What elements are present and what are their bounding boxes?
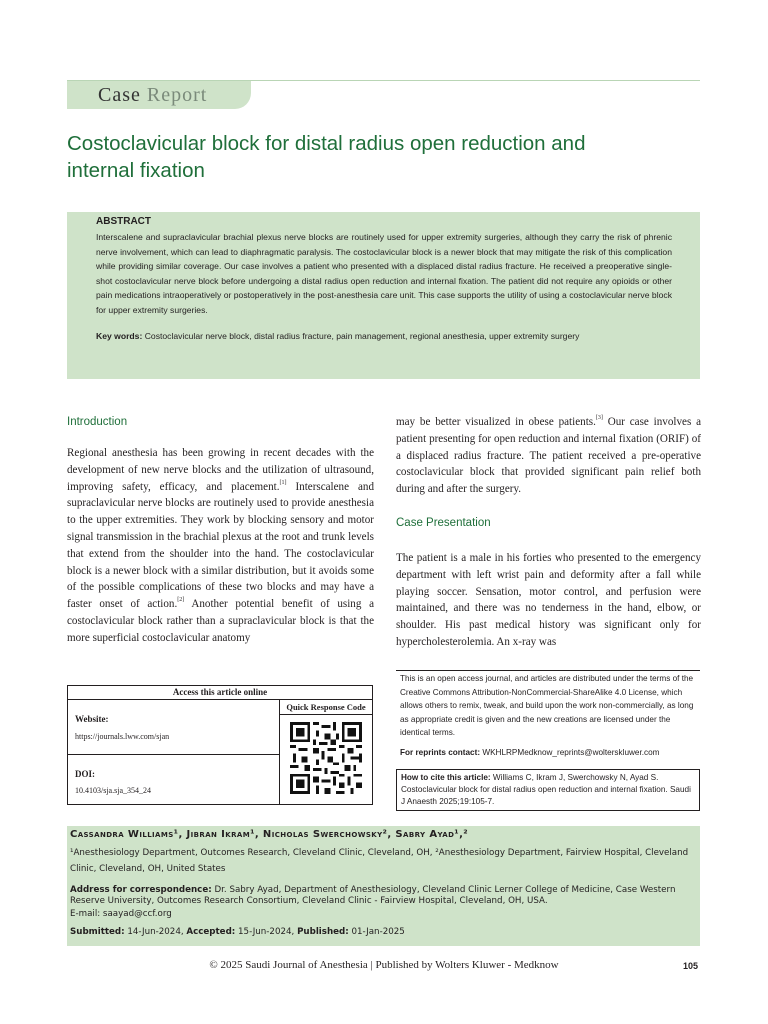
- column-left-text: [67, 445, 374, 647]
- cite-label: How to cite this article:: [401, 773, 491, 782]
- correspondence-email[interactable]: E-mail: saayad@ccf.org: [70, 908, 172, 919]
- how-to-cite-box: [396, 769, 700, 811]
- article-type-tab: [67, 81, 251, 109]
- ref-2: [2]: [177, 597, 185, 604]
- correspondence-text: Dr. Sabry Ayad, Department of Anesthesiology, Cleveland Clinic Lerner College of Medicine, Case Western Reserve University, Outcomes Research Consortium, Cleveland Clinic - Fairview Hospital, Cleveland, OH, USA.: [70, 884, 676, 906]
- intro-paragraph-part5: Our case involves a patient presenting for open reduction and internal fixation (ORIF) of a displaced radius fracture. The patient received a pre-operative costoclavicular block that provided significant pain relief both during and after the surgery.: [396, 416, 702, 496]
- case-paragraph: The patient is a male in his forties who presented to the emergency department with left wrist pain and deformity after a fall while playing soccer. Sensation, motor control, and perfusion were maintained, and there was no tenderness in the hand, elbow, or shoulder. His past medical history was significant only for hypercholesterolemia. An x-ray was: [396, 552, 701, 648]
- abstract-heading: ABSTRACT: [96, 216, 151, 227]
- journal-footer: © 2025 Saudi Journal of Anesthesia | Published by Wolters Kluwer - Medknow: [209, 959, 559, 971]
- accepted-label: Accepted:: [186, 927, 236, 937]
- article-type-second: Report: [146, 84, 208, 106]
- intro-paragraph-part2: Interscalene and supraclavicular nerve blocks are routinely used to provide anesthesia to the upper extremities. They work by blocking sensory and motor signal transmission in the brachial plexus at the root and trunk levels that extend from the shoulder into the hand. The costoclavicular block is a newer block with a similar distribution, but it avoids some of the possible complications of these two blocks and may have a faster onset of action.: [67, 480, 374, 611]
- open-access-notice: [396, 670, 700, 759]
- article-title: [67, 130, 707, 184]
- case-heading: Case Presentation: [396, 517, 491, 529]
- published-date: 01-Jan-2025: [351, 927, 405, 937]
- article-dates: [70, 926, 696, 939]
- title-line-1: Costoclavicular block for distal radius open reduction and: [67, 132, 586, 155]
- keywords: [96, 330, 672, 343]
- author-names: Cassandra Williams¹, Jibran Ikram¹, Nicholas Swerchowsky², Sabry Ayad¹,²: [70, 829, 469, 840]
- page-number: 105: [683, 961, 699, 971]
- correspondence: [70, 885, 696, 908]
- open-access-text: This is an open access journal, and articles are distributed under the terms of the Creative Commons Attribution-NonCommercial-ShareAlike 4.0 License, which allows others to remix, tweak, and build upon the work non-commercially, as long as appropriate credit is given and the new creations are licensed under the identical terms.: [400, 674, 694, 737]
- cite-text: Williams C, Ikram J, Swerchowsky N, Ayad S. Costoclavicular block for distal radius open reduction and internal fixation. Saudi J Anaesth 2025;19:105-7.: [401, 773, 691, 806]
- reprints-email[interactable]: WKHLRPMedknow_reprints@wolterskluwer.com: [482, 747, 660, 757]
- reprints-label: For reprints contact:: [400, 747, 481, 757]
- reprints-line: [400, 746, 697, 760]
- keywords-text: Costoclavicular nerve block, distal radius fracture, pain management, regional anesthesia, upper extremity surgery: [144, 330, 580, 341]
- submitted-date: 14-Jun-2024,: [127, 927, 184, 937]
- abstract-box: [67, 212, 700, 379]
- intro-paragraph-part3: Another potential benefit of using a costoclavicular block rather than a supraclavicular block is that the more superficial costoclavicular anatomy: [67, 598, 374, 644]
- correspondence-label: Address for correspondence:: [70, 884, 212, 895]
- website-link[interactable]: https://journals.lww.com/sjan: [75, 732, 170, 741]
- doi-link[interactable]: 10.4103/sja.sja_354_24: [75, 786, 151, 795]
- access-heading: Access this article online: [68, 686, 372, 700]
- qr-code-icon[interactable]: [290, 722, 362, 794]
- access-article-box: [67, 685, 373, 805]
- column-right-intro: [396, 414, 701, 498]
- website-label: Website:: [75, 714, 109, 724]
- accepted-date: 15-Jun-2024,: [238, 927, 295, 937]
- submitted-label: Submitted:: [70, 927, 125, 937]
- title-line-2: internal fixation: [67, 159, 205, 182]
- intro-paragraph-part1: Regional anesthesia has been growing in recent decades with the development of new nerve blocks and the utilization of ultrasound, improving safety, efficacy, and placement.: [67, 447, 374, 493]
- ref-1: [1]: [279, 479, 287, 486]
- access-divider: [68, 754, 280, 755]
- published-label: Published:: [297, 927, 349, 937]
- keywords-label: Key words:: [96, 330, 143, 341]
- affiliations: ¹Anesthesiology Department, Outcomes Research, Cleveland Clinic, Cleveland, OH, ²Anesthesiology Department, Fairview Hospital, Cleveland Clinic, Cleveland, OH, United States: [70, 847, 689, 874]
- access-info: [68, 700, 280, 805]
- doi-label: DOI:: [75, 769, 95, 779]
- abstract-body: Interscalene and supraclavicular brachial plexus nerve blocks are routinely used for upper extremity surgeries, although they carry the risk of phrenic nerve involvement, which can lead to diaphragmatic paralysis. The costoclavicular block is a newer block that may mitigate the risk of this complication while providing similar coverage. Our case involves a patient who presented with a displaced distal radius fracture. He received a preoperative single-shot costoclavicular nerve block before undergoing a distal radius open reduction and internal fixation. The patient did not require any opioids or other pain medications intraoperatively or postoperatively in the post-anesthesia care unit. This case supports the utility of using a costoclavicular nerve block for upper extremity surgeries.: [96, 232, 672, 315]
- introduction-heading: Introduction: [67, 416, 128, 428]
- qr-heading: Quick Response Code: [280, 700, 372, 715]
- author-info-box: [67, 826, 700, 946]
- ref-3: [3]: [595, 415, 603, 421]
- intro-paragraph-part4: may be better visualized in obese patients.: [396, 416, 596, 428]
- qr-panel: [280, 700, 372, 805]
- article-type-first: Case: [98, 84, 141, 106]
